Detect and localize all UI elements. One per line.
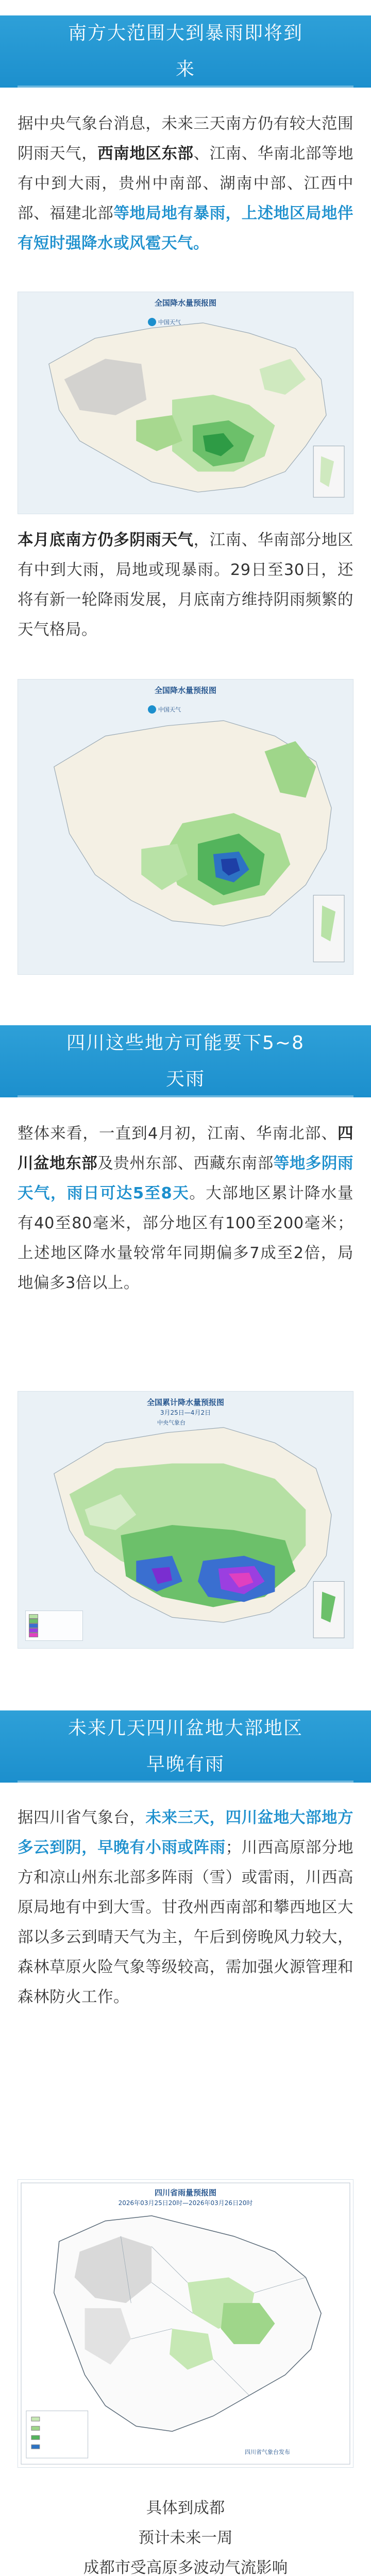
body-text: ，江南、华南部分地区有中到大雨，局地或现暴雨。29日至30日，还将有新一轮降雨发展，月底南方维持阴雨频繁的天气格局。: [18, 531, 354, 639]
section-banner-2: [0, 1025, 371, 1097]
paragraph-month-end: [18, 526, 353, 645]
map-title: 全国降水量预报图: [154, 298, 216, 308]
highlight-text: 等地多阴雨天气，雨日可达5至8天: [18, 1155, 354, 1202]
map-title: 全国降水量预报图: [154, 686, 216, 695]
cumulative-precip-map: [18, 1391, 353, 1649]
forecast-line: 具体到成都: [146, 2499, 225, 2517]
map-title: 全国累计降水量预报图: [146, 1398, 224, 1407]
paragraph-sichuan-rain-days: [18, 1119, 353, 1298]
body-text: 据中央气象台消息，未来三天南方仍有较大范围阴雨天气，: [18, 115, 353, 163]
bold-text: 四川盆地东部: [18, 1125, 353, 1173]
legend-row: [29, 1614, 79, 1619]
precip-forecast-map-1: [18, 292, 353, 514]
sichuan-rain-map: [18, 2179, 353, 2468]
precip-forecast-map-2: [18, 679, 353, 975]
paragraph-rain-overview: [18, 109, 353, 259]
body-text: 据四川省气象台，: [18, 1809, 146, 1827]
banner-line: 四川这些地方可能要下5~8: [66, 1032, 305, 1054]
legend-row: [29, 1623, 79, 1628]
map-subtitle: 3月25日—4月2日: [160, 1409, 211, 1416]
brand-name: 中央气象台: [157, 1419, 185, 1426]
map-legend: [25, 1611, 83, 1641]
sichuan-map-graphic: [18, 2180, 353, 2467]
bold-text: 西南地区东部: [97, 145, 194, 163]
forecast-line: 预计未来一周: [138, 2529, 233, 2547]
banner-line: 南方大范围大到暴雨即将到: [68, 23, 303, 44]
bold-text: 本月底南方仍多阴雨天气: [18, 531, 194, 549]
paragraph-sichuan-forecast: [18, 1803, 353, 2012]
banner-line: 早晚有雨: [146, 1754, 225, 1775]
brand-logo: [148, 318, 181, 326]
body-text: 、江南、华南北部等地有中到大雨，贵州中南部、湖南中部、江西中部、福建北部: [18, 145, 354, 223]
section-banner-1: [0, 15, 371, 88]
banner-line: 来: [175, 59, 195, 80]
weather-logo-icon: [148, 705, 156, 714]
body-text: ；川西高原部分地方和凉山州东北部多阵雨（雪）或雷雨，川西高原局地有中到大雪。甘孜州西南部和攀西地区大部以多云到晴天气为主，午后到傍晚风力较大，森林草原火险气象等级较高，需加强火源管理和森林防火工作。: [18, 1839, 354, 2006]
china-map-graphic: [18, 680, 353, 974]
banner-line: 天雨: [165, 1069, 205, 1090]
body-text: 。大部地区累计降水量有40至80毫米，部分地区有100至200毫米；上述地区降水量较常年同期偏多7成至2倍，局地偏多3倍以上。: [18, 1184, 353, 1292]
brand-logo: [245, 2448, 290, 2456]
body-text: 及贵州东部、西藏东南部: [97, 1155, 274, 1173]
map-title: 四川省雨量预报图: [154, 2188, 216, 2197]
highlight-text: 未来三天，四川盆地大部地方多云到阴，早晚有小雨或阵雨: [18, 1809, 354, 1857]
china-map-graphic: [18, 292, 353, 514]
chengdu-forecast: [0, 2494, 371, 2576]
banner-line: 未来几天四川盆地大部地区: [68, 1718, 303, 1739]
legend-row: [29, 1633, 79, 1637]
forecast-line: 成都市受高原多波动气流影响: [83, 2559, 288, 2576]
legend-row: [29, 1619, 79, 1623]
map-subtitle: 2026年03月25日20时—2026年03月26日20时: [118, 2199, 253, 2207]
brand-name: 四川省气象台发布: [245, 2449, 290, 2455]
brand-name: 中国天气: [158, 706, 181, 713]
highlight-text: 等地局地有暴雨，上述地区局地伴有短时强降水或风雹天气。: [18, 205, 354, 252]
body-text: 整体来看，一直到4月初，江南、华南北部、: [18, 1125, 338, 1143]
brand-logo: [157, 1418, 185, 1427]
brand-name: 中国天气: [158, 319, 181, 326]
section-banner-3: [0, 1710, 371, 1783]
weather-logo-icon: [148, 318, 156, 326]
brand-logo: [148, 705, 181, 714]
china-map-graphic: [18, 1392, 353, 1648]
legend-row: [29, 1628, 79, 1633]
